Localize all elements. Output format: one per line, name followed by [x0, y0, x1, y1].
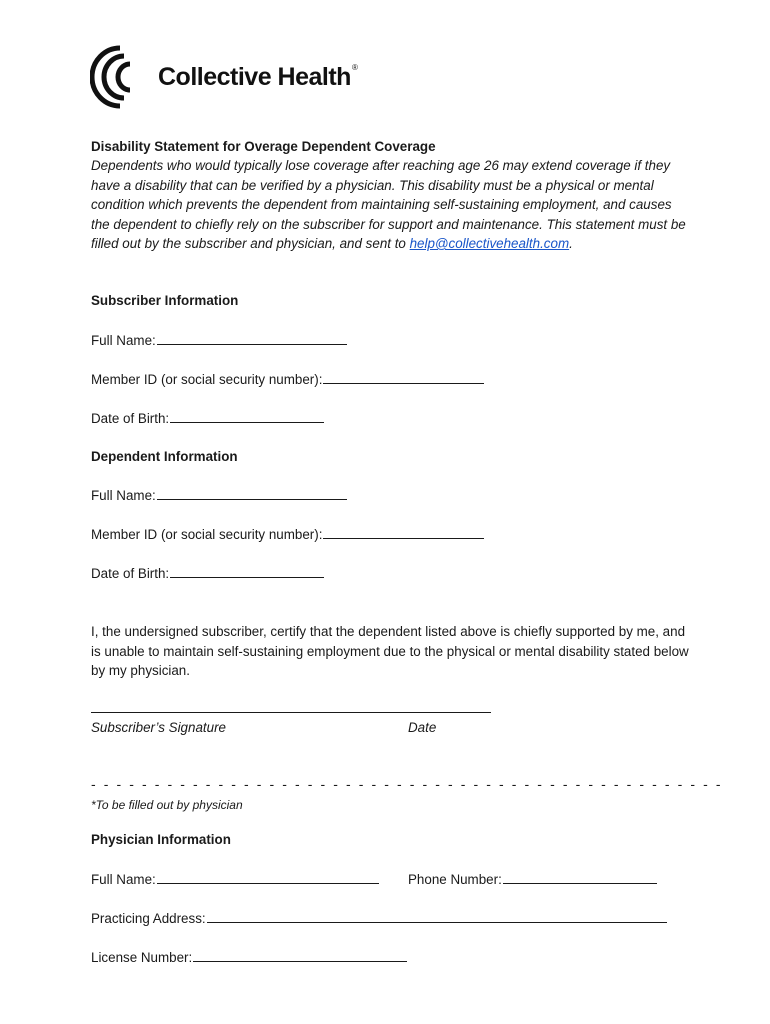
subscriber-full-name-field[interactable]: Full Name: [91, 330, 347, 350]
certification-statement: I, the undersigned subscriber, certify that the dependent listed above is chiefly supported by me, and is unable to maintain self-sustaining employment due to the physical or mental disability stated below by my physician. [91, 624, 689, 678]
help-email-link[interactable]: help@collectivehealth.com [409, 236, 570, 251]
subscriber-member-id-field[interactable]: Member ID (or social security number): [91, 369, 484, 389]
intro-text: Dependents who would typically lose coverage after reaching age 26 may extend coverage if they have a disability that can be verified by a physician. This disability must be a physical or mental condition which prevents the dependent from maintaining self-sustaining employment, and causes the dependent to chiefly rely on the subscriber for support and maintenance. This statement must be filled out by the subscriber and physician, and sent to [91, 158, 686, 251]
collective-health-logo-icon [90, 44, 148, 110]
dependent-heading: Dependent Information [91, 449, 238, 464]
intro-paragraph: Dependents who would typically lose coverage after reaching age 26 may extend coverage if they have a disability that can be verified by a physician. This disability must be a physical or mental condition which prevents the dependent from maintaining self-sustaining employment, and causes the dependent to chiefly rely on the subscriber for support and maintenance. This statement must be filled out by the subscriber and physician, and sent to help@collectivehealth.com. [91, 158, 686, 251]
physician-phone-field[interactable]: Phone Number: [408, 869, 657, 889]
subscriber-signature-label: Subscriber’s Signature [91, 720, 226, 735]
signature-date-label: Date [408, 720, 437, 735]
physician-heading: Physician Information [91, 832, 231, 847]
physician-note: *To be filled out by physician [91, 798, 243, 812]
physician-license-field[interactable]: License Number: [91, 947, 407, 967]
dependent-member-id-field[interactable]: Member ID (or social security number): [91, 524, 484, 544]
physician-full-name-field[interactable]: Full Name: [91, 869, 379, 889]
subscriber-heading: Subscriber Information [91, 293, 239, 308]
logo-wordmark: Collective Health® [158, 62, 358, 91]
dependent-full-name-field[interactable]: Full Name: [91, 485, 347, 505]
subscriber-signature-line[interactable] [91, 712, 491, 713]
logo [90, 44, 357, 110]
subscriber-dob-field[interactable]: Date of Birth: [91, 408, 324, 428]
dependent-dob-field[interactable]: Date of Birth: [91, 563, 324, 583]
form-title: Disability Statement for Overage Dependent Coverage [91, 139, 436, 154]
cut-line-divider: - - - - - - - - - - - - - - - - - - - - - - - - - - - - - - - - - - - - - - - - - - - - - - - - - - [91, 776, 723, 792]
physician-address-field[interactable]: Practicing Address: [91, 908, 667, 928]
